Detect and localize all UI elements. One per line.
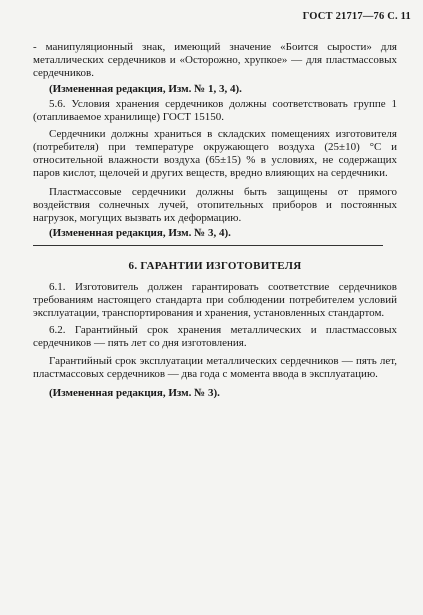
section-title: 6. ГАРАНТИИ ИЗГОТОВИТЕЛЯ bbox=[128, 260, 302, 272]
paragraph-5-6: 5.6. Условия хранения сердечников должны соответствовать группе 1 (отапливаемое хранилище) ГОСТ 15150. bbox=[33, 98, 397, 123]
section-divider bbox=[33, 245, 383, 246]
page-header: ГОСТ 21717—76 С. 11 bbox=[302, 11, 411, 22]
paragraph-6-1: 6.1. Изготовитель должен гарантировать соответствие сердечников требованиям настоящего стандарта при соблюдении потребителем условий эксплуатации, транспортирования и хранения, установленных стандартом. bbox=[33, 281, 397, 319]
amendment-note: (Измененная редакция, Изм. № 3, 4). bbox=[49, 227, 231, 239]
paragraph-storage: Сердечники должны храниться в складских помещениях изготовителя (потребителя) при температуре окружающего воздуха (25±10) °С и относительной влажности воздуха (65±15) % в условиях, не содержащих паров кислот, щелочей и других веществ, вредно влияющих на сердечники. bbox=[33, 128, 397, 179]
paragraph-warranty: Гарантийный срок эксплуатации металлических сердечников — пять лет, пластмассовых сердечников — два года с момента ввода в эксплуатацию. bbox=[33, 355, 397, 380]
paragraph-6-2: 6.2. Гарантийный срок хранения металлических и пластмассовых сердечников — пять лет со дня изготовления. bbox=[33, 324, 397, 349]
amendment-note: (Измененная редакция, Изм. № 1, 3, 4). bbox=[49, 83, 242, 95]
paragraph-marking: - манипуляционный знак, имеющий значение «Боится сырости» для металлических сердечников и «Осторожно, хрупкое» — для пластмассовых сердечников. bbox=[33, 41, 397, 79]
amendment-note: (Измененная редакция, Изм. № 3). bbox=[49, 387, 220, 399]
paragraph-plastic: Пластмассовые сердечники должны быть защищены от прямого воздействия солнечных лучей, отопительных приборов и постоянных нагрузок, могущих вызвать их деформацию. bbox=[33, 186, 397, 224]
page-content bbox=[33, 41, 397, 400]
